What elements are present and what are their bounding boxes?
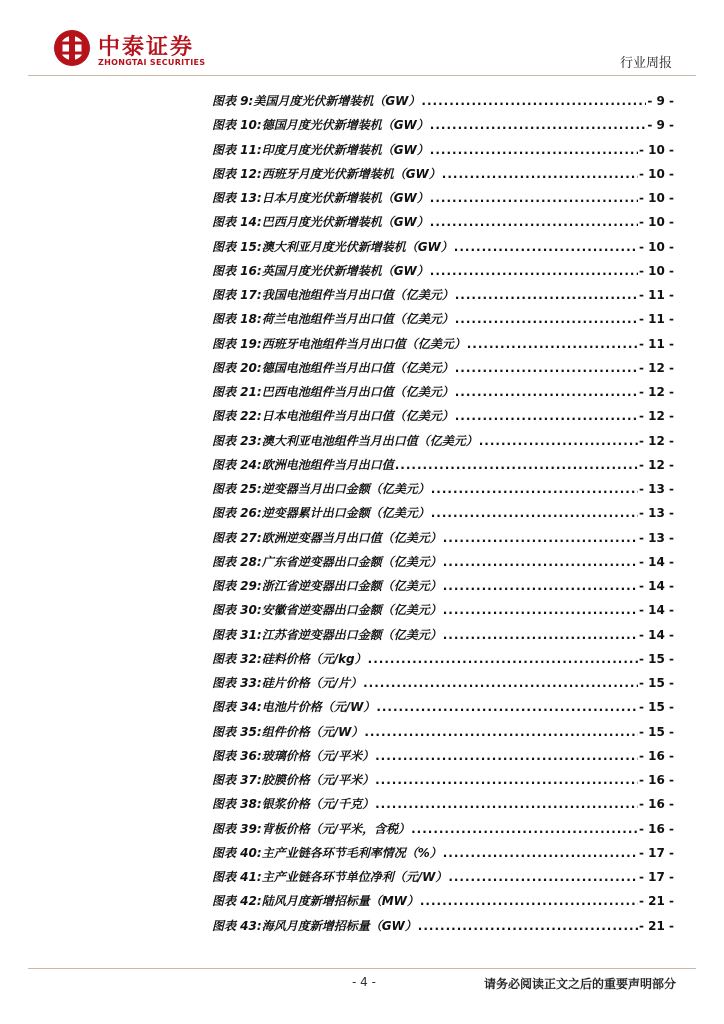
dot-leader — [430, 264, 638, 278]
figure-label: 图表 29: — [212, 579, 262, 593]
figure-title: 主产业链各环节毛利率情况（%） — [261, 845, 442, 860]
figure-page-number: - 16 - — [638, 821, 674, 836]
figure-page-number: - 16 - — [638, 773, 674, 787]
figure-label: 图表 11: — [212, 142, 262, 157]
figure-title: 浙江省逆变器出口金额（亿美元） — [261, 579, 442, 593]
figure-title: 硅片价格（元/片） — [261, 676, 363, 690]
figure-title: 玻璃价格（元/平米） — [261, 748, 375, 763]
figure-title: 澳大利亚月度光伏新增装机（GW） — [261, 239, 453, 254]
figure-title: 欧洲逆变器当月出口值（亿美元） — [261, 530, 442, 545]
dot-leader — [454, 240, 638, 254]
figure-label: 图表 40: — [212, 845, 262, 860]
figure-page-number: - 9 - — [647, 118, 674, 133]
figure-page-number: - 14 - — [638, 603, 674, 618]
figure-label: 图表 15: — [212, 239, 262, 254]
figure-page-number: - 12 - — [638, 360, 674, 375]
toc-entry[interactable] — [212, 383, 674, 407]
figure-title: 安徽省逆变器出口金额（亿美元） — [261, 603, 442, 618]
dot-leader — [455, 385, 638, 399]
figure-title: 我国电池组件当月出口值（亿美元） — [261, 288, 454, 302]
toc-entry[interactable] — [212, 480, 674, 504]
page-header — [0, 0, 724, 80]
figure-title: 德国月度光伏新增装机（GW） — [261, 118, 429, 133]
toc-entry[interactable] — [212, 504, 674, 528]
figure-label: 图表 21: — [212, 385, 262, 399]
toc-entry[interactable] — [212, 165, 674, 189]
dot-leader — [479, 434, 638, 448]
figure-page-number: - 14 - — [638, 627, 674, 642]
toc-entry[interactable] — [212, 917, 674, 941]
dot-leader — [430, 118, 647, 132]
figure-label: 图表 35: — [212, 724, 262, 739]
dot-leader — [375, 749, 638, 763]
dot-leader — [443, 603, 638, 617]
figure-label: 图表 41: — [212, 870, 262, 884]
figure-page-number: - 11 - — [638, 312, 674, 327]
figure-label: 图表 23: — [212, 433, 262, 448]
toc-entry[interactable] — [212, 262, 674, 286]
figure-title: 背板价格（元/平米，含税） — [261, 821, 411, 836]
dot-leader — [443, 579, 638, 593]
figure-title: 硅料价格（元/kg） — [261, 651, 367, 666]
toc-entry[interactable] — [212, 432, 674, 456]
toc-entry[interactable] — [212, 141, 674, 165]
toc-entry[interactable] — [212, 359, 674, 383]
toc-entry[interactable] — [212, 407, 674, 431]
figure-page-number: - 12 - — [638, 409, 674, 424]
toc-entry[interactable] — [212, 456, 674, 480]
figure-title: 胶膜价格（元/平米） — [261, 773, 375, 787]
figure-title: 日本电池组件当月出口值（亿美元） — [261, 409, 454, 424]
figure-page-number: - 15 - — [638, 676, 674, 690]
figure-title: 海风月度新增招标量（GW） — [261, 918, 417, 933]
figure-label: 图表 43: — [212, 918, 262, 933]
figure-page-number: - 16 - — [638, 748, 674, 763]
figure-title: 西班牙电池组件当月出口值（亿美元） — [261, 336, 466, 351]
figure-label: 图表 42: — [212, 894, 262, 909]
figure-label: 图表 16: — [212, 263, 262, 278]
figure-label: 图表 27: — [212, 530, 262, 545]
toc-entry[interactable] — [212, 286, 674, 310]
figure-page-number: - 14 - — [638, 554, 674, 569]
figure-label: 图表 17: — [212, 288, 262, 302]
figure-page-number: - 16 - — [638, 797, 674, 812]
disclaimer-text: 请务必阅读正文之后的重要声明部分 — [483, 977, 676, 991]
toc-entry[interactable] — [212, 650, 674, 674]
figure-page-number: - 10 - — [638, 191, 674, 205]
figure-label: 图表 10: — [212, 118, 262, 133]
company-logo — [52, 28, 232, 72]
figure-label: 图表 9: — [212, 94, 254, 108]
figure-label: 图表 37: — [212, 773, 262, 787]
dot-leader — [455, 409, 638, 423]
figure-page-number: - 13 - — [638, 482, 674, 496]
figure-page-number: - 13 - — [638, 506, 674, 521]
toc-entry[interactable] — [212, 92, 674, 116]
figure-title: 银浆价格（元/千克） — [261, 797, 375, 812]
figure-page-number: - 17 - — [638, 845, 674, 860]
figure-title: 日本月度光伏新增装机（GW） — [261, 191, 429, 205]
toc-entry[interactable] — [212, 892, 674, 916]
toc-entry[interactable] — [212, 795, 674, 819]
toc-entry[interactable] — [212, 674, 674, 698]
dot-leader — [430, 215, 638, 229]
figure-page-number: - 10 - — [638, 215, 674, 230]
dot-leader — [442, 167, 638, 181]
figure-title: 印度月度光伏新增装机（GW） — [261, 142, 429, 157]
figure-label: 图表 34: — [212, 700, 262, 715]
dot-leader — [455, 361, 638, 375]
dot-leader — [443, 555, 638, 569]
figure-title: 德国电池组件当月出口值（亿美元） — [261, 360, 454, 375]
dot-leader — [443, 846, 638, 860]
toc-entry[interactable] — [212, 238, 674, 262]
toc-entry[interactable] — [212, 529, 674, 553]
figure-label: 图表 22: — [212, 409, 262, 424]
zhongtai-logo-icon — [52, 28, 92, 68]
figure-label: 图表 13: — [212, 191, 262, 205]
dot-leader — [431, 506, 638, 520]
figure-label: 图表 20: — [212, 360, 262, 375]
figure-title: 陆风月度新增招标量（MW） — [261, 894, 419, 909]
figure-title: 广东省逆变器出口金额（亿美元） — [261, 554, 442, 569]
toc-entry[interactable] — [212, 698, 674, 722]
dot-leader — [375, 773, 638, 787]
figure-title: 巴西月度光伏新增装机（GW） — [261, 215, 429, 230]
figure-page-number: - 10 - — [638, 142, 674, 157]
figure-page-number: - 10 - — [638, 239, 674, 254]
dot-leader — [411, 822, 638, 836]
figure-page-number: - 10 - — [638, 263, 674, 278]
dot-leader — [421, 94, 646, 108]
toc-entry[interactable] — [212, 577, 674, 601]
toc-entry[interactable] — [212, 820, 674, 844]
figure-title: 美国月度光伏新增装机（GW） — [253, 94, 421, 108]
dot-leader — [430, 143, 638, 157]
figure-page-number: - 21 - — [638, 894, 674, 909]
report-type: 行业周报 — [619, 56, 672, 71]
toc-entry[interactable] — [212, 553, 674, 577]
dot-leader — [368, 652, 638, 666]
figure-label: 图表 38: — [212, 797, 262, 812]
figure-label: 图表 26: — [212, 506, 262, 521]
figure-label: 图表 39: — [212, 821, 262, 836]
dot-leader — [364, 725, 638, 739]
dot-leader — [467, 337, 638, 351]
figure-label: 图表 25: — [212, 482, 262, 496]
toc-entry[interactable] — [212, 771, 674, 795]
figure-title: 组件价格（元/W） — [261, 724, 364, 739]
footer-divider — [28, 968, 696, 969]
toc-entry[interactable] — [212, 723, 674, 747]
toc-entry[interactable] — [212, 213, 674, 237]
dot-leader — [443, 628, 638, 642]
logo-chinese-name: 中泰证券 — [98, 35, 195, 60]
dot-leader — [455, 312, 638, 326]
dot-leader — [448, 870, 638, 884]
dot-leader — [443, 531, 638, 545]
figure-label: 图表 33: — [212, 676, 262, 690]
toc-entry[interactable] — [212, 868, 674, 892]
dot-leader — [455, 288, 638, 302]
figure-title: 逆变器累计出口金额（亿美元） — [261, 506, 430, 521]
toc-entry[interactable] — [212, 747, 674, 771]
dot-leader — [420, 894, 638, 908]
figure-page-number: - 15 - — [638, 651, 674, 666]
figure-label: 图表 30: — [212, 603, 262, 618]
figure-title: 澳大利亚电池组件当月出口值（亿美元） — [261, 433, 478, 448]
figure-page-number: - 15 - — [638, 700, 674, 715]
dot-leader — [375, 797, 638, 811]
figure-label: 图表 32: — [212, 651, 262, 666]
figure-title: 主产业链各环节单位净利（元/W） — [261, 870, 448, 884]
figure-page-number: - 12 - — [638, 457, 674, 472]
figure-page-number: - 12 - — [638, 433, 674, 448]
toc-entry[interactable] — [212, 335, 674, 359]
page-number: - 4 - — [352, 975, 376, 989]
figure-title: 江苏省逆变器出口金额（亿美元） — [261, 627, 442, 642]
figure-page-number: - 14 - — [638, 579, 674, 593]
figure-title: 荷兰电池组件当月出口值（亿美元） — [261, 312, 454, 327]
figure-title: 电池片价格（元/W） — [261, 700, 376, 715]
toc-entry[interactable] — [212, 310, 674, 334]
figure-label: 图表 12: — [212, 166, 262, 181]
figure-label: 图表 36: — [212, 748, 262, 763]
toc-entry[interactable] — [212, 116, 674, 140]
toc-entry[interactable] — [212, 844, 674, 868]
figure-label: 图表 31: — [212, 627, 262, 642]
figure-label: 图表 24: — [212, 457, 262, 472]
figure-page-number: - 12 - — [638, 385, 674, 399]
figure-title: 逆变器当月出口金额（亿美元） — [261, 482, 430, 496]
dot-leader — [363, 676, 638, 690]
figure-title: 巴西电池组件当月出口值（亿美元） — [261, 385, 454, 399]
header-divider — [28, 75, 696, 76]
figure-page-number: - 10 - — [638, 166, 674, 181]
figure-label: 图表 19: — [212, 336, 262, 351]
figure-page-number: - 13 - — [638, 530, 674, 545]
figure-title: 欧洲电池组件当月出口值 — [261, 457, 394, 472]
figure-label: 图表 28: — [212, 554, 262, 569]
table-of-figures — [212, 92, 674, 941]
figure-label: 图表 14: — [212, 215, 262, 230]
figure-page-number: - 11 - — [638, 288, 674, 302]
dot-leader — [418, 919, 638, 933]
toc-entry[interactable] — [212, 626, 674, 650]
figure-title: 英国月度光伏新增装机（GW） — [261, 263, 429, 278]
figure-title: 西班牙月度光伏新增装机（GW） — [261, 166, 441, 181]
figure-page-number: - 15 - — [638, 724, 674, 739]
dot-leader — [430, 191, 638, 205]
figure-label: 图表 18: — [212, 312, 262, 327]
dot-leader — [431, 482, 638, 496]
dot-leader — [376, 700, 638, 714]
toc-entry[interactable] — [212, 601, 674, 625]
dot-leader — [395, 458, 638, 472]
logo-english-name: ZHONGTAI SECURITIES — [98, 58, 206, 67]
figure-page-number: - 17 - — [638, 870, 674, 884]
figure-page-number: - 11 - — [638, 336, 674, 351]
toc-entry[interactable] — [212, 189, 674, 213]
figure-page-number: - 21 - — [638, 918, 674, 933]
figure-page-number: - 9 - — [647, 94, 674, 108]
